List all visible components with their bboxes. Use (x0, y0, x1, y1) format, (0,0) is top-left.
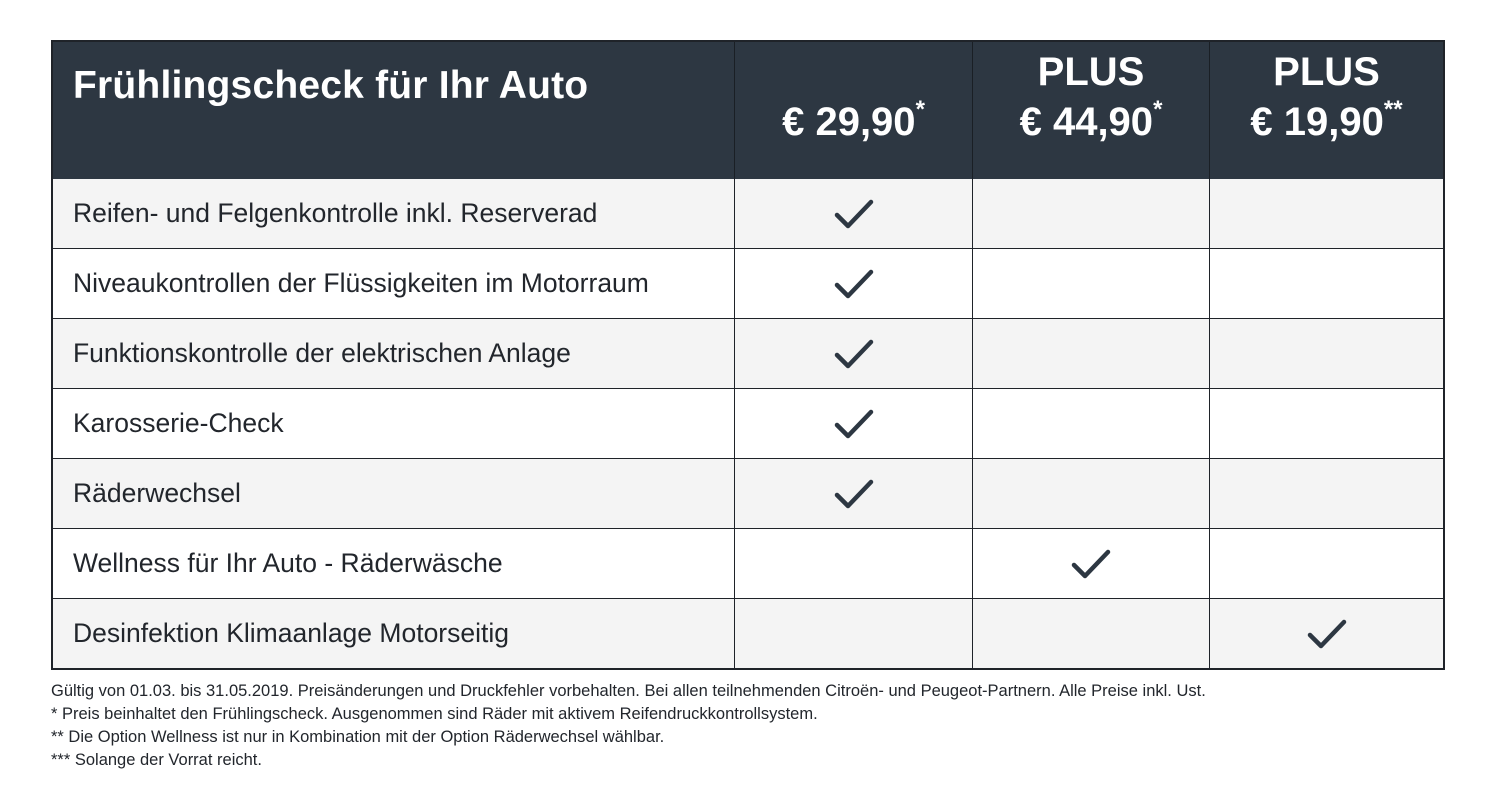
footnote-double-star: ** Die Option Wellness ist nur in Kombination mit der Option Räderwechsel wählbar. (51, 728, 665, 746)
page-title: Frühlingscheck für Ihr Auto (73, 64, 589, 107)
plus-label: PLUS (1037, 50, 1145, 94)
service-cell (53, 249, 734, 318)
footnote-single-star: * Preis beinhaltet den Frühlingscheck. Ausgenommen sind Räder mit aktivem Reifendruckkontrollsystem. (51, 705, 818, 723)
header-title-cell (53, 42, 734, 179)
service-label: Karosserie-Check (73, 408, 284, 438)
option-cell (1209, 179, 1443, 248)
option-cell (1209, 529, 1443, 598)
price-plus-klima: € 19,90** (1250, 96, 1403, 144)
service-label: Reifen- und Felgenkontrolle inkl. Reserverad (73, 198, 598, 228)
service-cell (53, 599, 734, 668)
checkmark-icon (834, 338, 874, 370)
service-cell (53, 319, 734, 388)
option-cell (1209, 599, 1443, 668)
checkmark-icon (1071, 548, 1111, 580)
checkmark-icon (834, 198, 874, 230)
option-cell (1209, 459, 1443, 528)
header-price-basic (734, 42, 972, 179)
service-label: Wellness für Ihr Auto - Räderwäsche (73, 548, 503, 578)
service-cell (53, 389, 734, 458)
table-row (53, 388, 1443, 458)
plus-label: PLUS (1273, 50, 1380, 94)
option-cell (734, 389, 972, 458)
option-cell (734, 599, 972, 668)
table-body (53, 179, 1443, 668)
option-cell (734, 179, 972, 248)
table-row (53, 248, 1443, 318)
service-label: Desinfektion Klimaanlage Motorseitig (73, 618, 509, 648)
price-plus-wellness: € 44,90* (1019, 96, 1163, 144)
service-cell (53, 459, 734, 528)
option-cell (734, 459, 972, 528)
option-cell (734, 529, 972, 598)
service-label: Niveaukontrollen der Flüssigkeiten im Motorraum (73, 268, 649, 298)
option-cell (972, 459, 1209, 528)
option-cell (972, 529, 1209, 598)
checkmark-icon (834, 478, 874, 510)
checkmark-icon (834, 268, 874, 300)
option-cell (972, 599, 1209, 668)
checkmark-icon (834, 408, 874, 440)
option-cell (734, 319, 972, 388)
header-price-plus-klima (1209, 42, 1443, 179)
table-row (53, 318, 1443, 388)
footnote-validity: Gültig von 01.03. bis 31.05.2019. Preisänderungen und Druckfehler vorbehalten. Bei allen teilnehmenden Citroën- und Peugeot-Partnern. Alle Preise inkl. Ust. (51, 682, 1206, 700)
service-cell (53, 529, 734, 598)
checkmark-icon (1307, 618, 1347, 650)
service-cell (53, 179, 734, 248)
table-row (53, 179, 1443, 248)
option-cell (972, 249, 1209, 318)
option-cell (972, 179, 1209, 248)
service-label: Räderwechsel (73, 478, 241, 508)
option-cell (972, 389, 1209, 458)
footnote-triple-star: *** Solange der Vorrat reicht. (51, 751, 262, 769)
option-cell (1209, 319, 1443, 388)
price-basic: € 29,90* (782, 96, 925, 144)
header-price-plus-wellness (972, 42, 1209, 179)
table-row (53, 598, 1443, 668)
table-row (53, 458, 1443, 528)
option-cell (1209, 389, 1443, 458)
option-cell (734, 249, 972, 318)
option-cell (1209, 249, 1443, 318)
table-row (53, 528, 1443, 598)
table-header (53, 42, 1443, 179)
service-label: Funktionskontrolle der elektrischen Anlage (73, 338, 571, 368)
pricing-table (51, 40, 1445, 670)
option-cell (972, 319, 1209, 388)
footnotes (51, 680, 1206, 772)
